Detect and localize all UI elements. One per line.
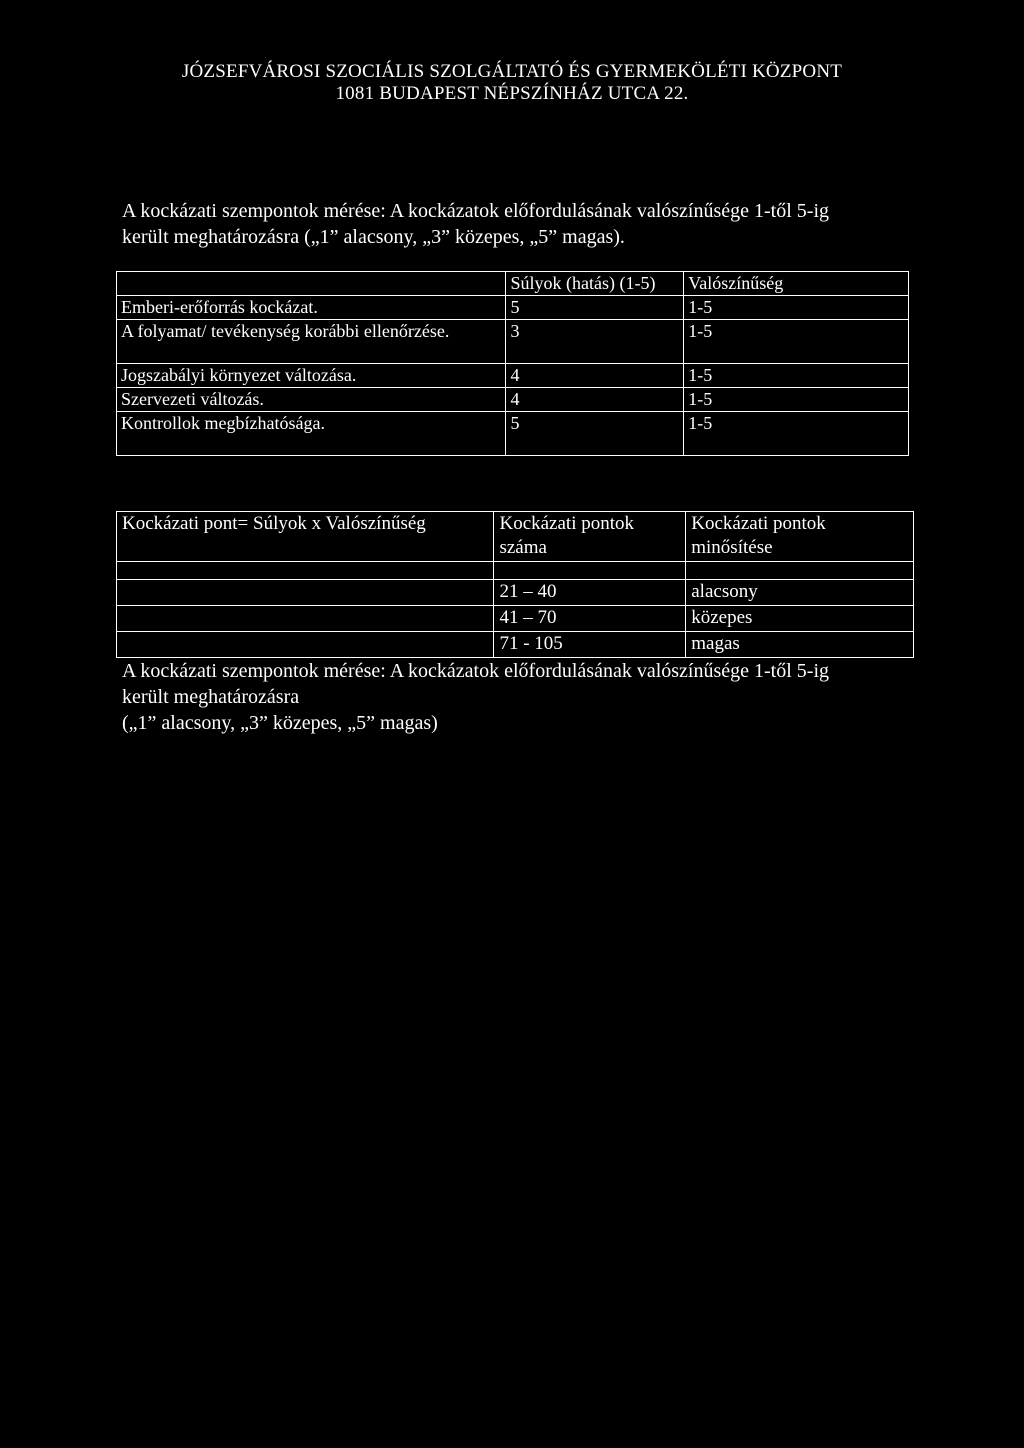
header-cell [117,272,506,296]
outro-line-1: A kockázati szempontok mérése: A kockázatok előfordulásának valószínűsége 1-től 5-ig [122,660,830,682]
outro-line-2: került meghatározásra [122,686,300,708]
intro-line-2: került meghatározásra („1” alacsony, „3” közepes, „5” magas). [122,226,625,248]
score-rating: magas [686,632,914,658]
score-range: 21 – 40 [494,580,686,606]
score-range: 41 – 70 [494,606,686,632]
table-cell [117,562,494,580]
risk-weight: 5 [506,412,684,456]
header-cell: Súlyok (hatás) (1-5) [506,272,684,296]
intro-paragraph [122,198,902,250]
outro-paragraph [122,658,902,736]
score-range: 71 - 105 [494,632,686,658]
intro-line-1: A kockázati szempontok mérése: A kockázatok előfordulásának valószínűsége 1-től 5-ig [122,200,830,222]
table-row [117,412,909,456]
table-row [117,580,914,606]
table-row [117,606,914,632]
table-cell [117,580,494,606]
risk-probability: 1-5 [684,320,909,364]
risk-name: Emberi-erőforrás kockázat. [117,296,506,320]
risk-name: Szervezeti változás. [117,388,506,412]
table-row [117,296,909,320]
outro-line-3: („1” alacsony, „3” közepes, „5” magas) [122,712,438,734]
org-name: JÓZSEFVÁROSI SZOCIÁLIS SZOLGÁLTATÓ ÉS GYERMEKÖLÉTI KÖZPONT [181,61,843,82]
risk-name: Kontrollok megbízhatósága. [117,412,506,456]
table-row [117,364,909,388]
table-header-row [117,272,909,296]
risk-weight: 5 [506,296,684,320]
table-header-row [117,512,914,562]
risk-name: A folyamat/ tevékenység korábbi ellenőrzése. [117,320,506,364]
table-cell [117,606,494,632]
table-row [117,632,914,658]
header-cell: Valószínűség [684,272,909,296]
table-row [117,320,909,364]
risk-probability: 1-5 [684,412,909,456]
risk-probability: 1-5 [684,364,909,388]
score-rating: alacsony [686,580,914,606]
org-address: 1081 BUDAPEST NÉPSZÍNHÁZ UTCA 22. [335,83,689,104]
header-cell: Kockázati pontok száma [494,512,686,562]
table-cell [117,632,494,658]
header-cell: Kockázati pont= Súlyok x Valószínűség [117,512,494,562]
table-cell [494,562,686,580]
header-cell: Kockázati pontok minősítése [686,512,914,562]
risk-name: Jogszabályi környezet változása. [117,364,506,388]
table-row [117,562,914,580]
table-cell [686,562,914,580]
risk-weights-table [116,271,909,456]
risk-weight: 4 [506,364,684,388]
score-rating: közepes [686,606,914,632]
risk-weight: 4 [506,388,684,412]
risk-weight: 3 [506,320,684,364]
risk-probability: 1-5 [684,296,909,320]
table-row [117,388,909,412]
risk-probability: 1-5 [684,388,909,412]
risk-score-table [116,511,914,658]
